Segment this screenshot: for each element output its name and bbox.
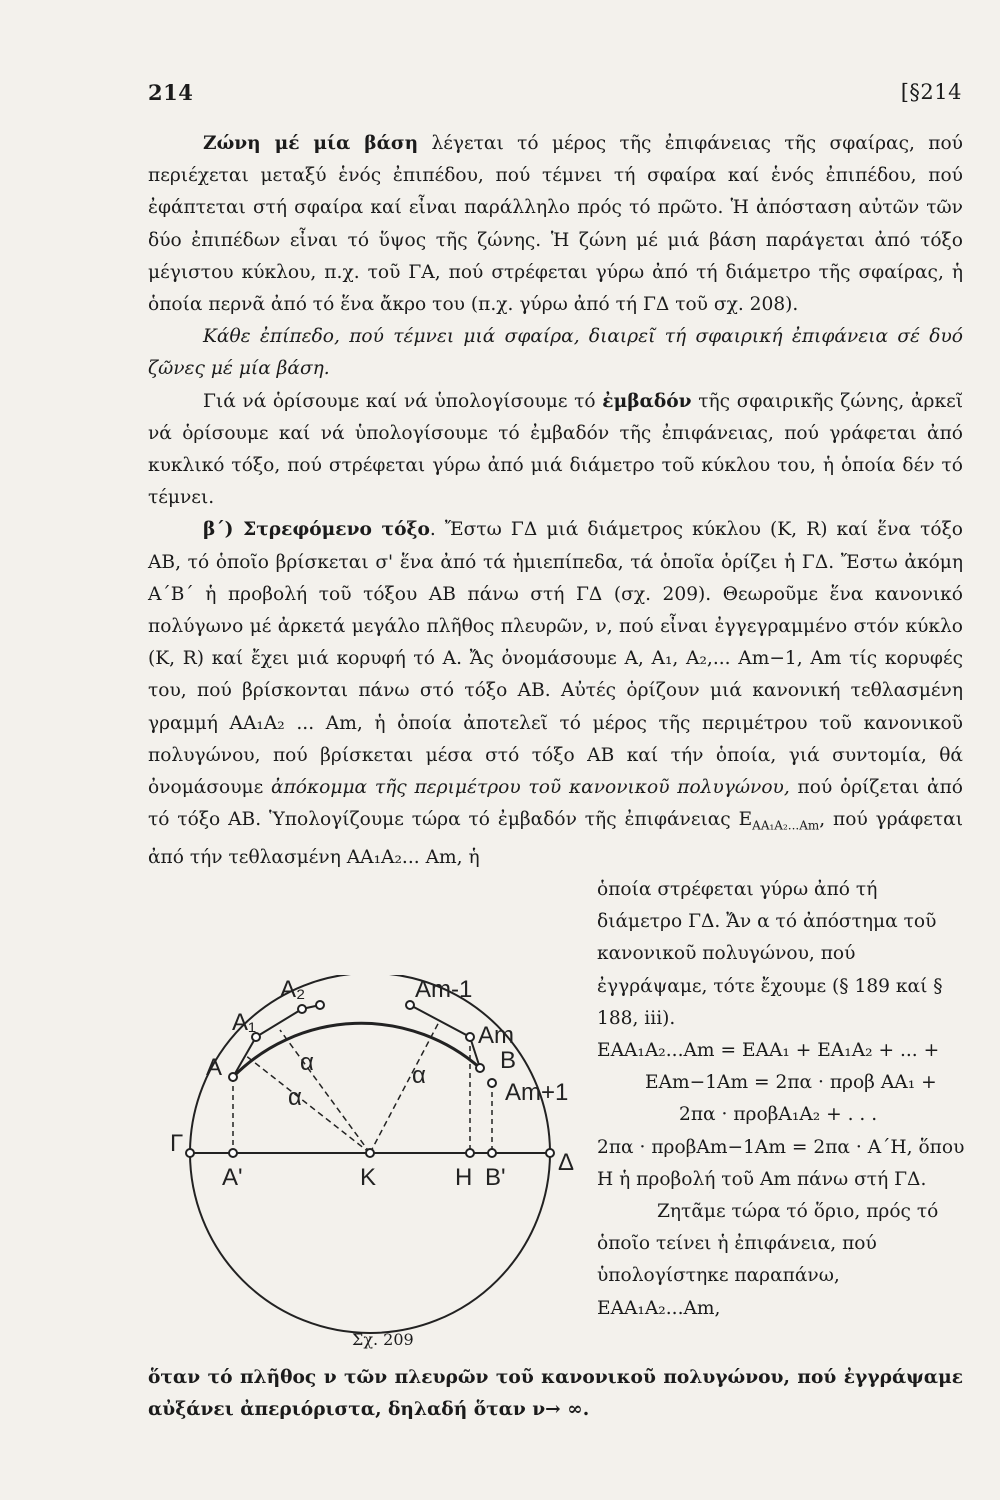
label-G: Γ [170,1130,184,1157]
p3-text-a: Γιά νά ὁρίσουμε καί νά ὑπολογίσουμε τό [203,390,603,412]
page-number: 214 [148,80,194,105]
right-text-2: Ζητᾶμε τώρα τό ὅριο, πρός τό ὁποῖο τείνει ἡ ἐπιφάνεια, πού ὑπολογίστηκε παραπάνω, ΕΑΑ₁Α₂...Αm, [597,1201,939,1319]
p4-italic: ἀπόκομμα τῆς περιμέτρου τοῦ κανονικοῦ πολυγώνου, [271,777,790,799]
p1-text: λέγεται τό μέρος τῆς ἐπιφάνειας τῆς σφαίρας, πού περιέχεται μεταξύ ἑνός ἐπιπέδου, πού τέμνει τή σφαίρα καί ἑνός ἐπιπέδου, πού ἐφάπτεται στή σφαίρα καί εἶναι παράλληλο πρός τό πρῶτο. Ἡ ἀπόσταση αὐτῶν τῶν δύο ἐπιπέδων εἶναι τό ὕψος τῆς ζώνης. Ἡ ζώνη μέ μιά βάση παράγεται ἀπό τόξο μέγιστου κύκλου, π.χ. τοῦ ΓΑ, πού στρέφεται γύρω ἀπό τή διάμετρο τῆς σφαίρας, ἡ ὁποία περνᾶ ἀπό τό ἕνα ἄκρο του (π.χ. γύρω ἀπό τή ΓΔ τοῦ σχ. 208). [148,133,963,316]
equation-3: 2πα · προβΑ₁Α₂ + . . . [679,1104,878,1126]
bottom-text [148,1362,963,1426]
label-a3: α [288,1084,302,1111]
right-text-1: ὁποία στρέφεται γύρω ἀπό τή διάμετρο ΓΔ. Ἄν α τό ἀπόστημα τοῦ κανονικοῦ πολυγώνου, πού ἐγγράψαμε, τότε ἔχουμε (§ 189 καί § 188, iii). [597,879,943,1029]
paragraph-rotating-arc [148,514,963,874]
figure-209 [160,975,600,1340]
label-B: B [500,1047,517,1074]
figure-caption: Σχ. 209 [352,1330,414,1349]
label-Am: Am [478,1022,514,1049]
paragraph-theorem: Κάθε ἐπίπεδο, πού τέμνει μιά σφαίρα, διαιρεῖ τή σφαιρική ἐπιφάνεια σέ δυό ζῶνες μέ μία βάση. [148,326,963,380]
equation-2: ΕΑm−1Αm = 2πα · προβ ΑΑ₁ + [645,1072,937,1094]
paragraph-area [148,386,963,515]
label-A: A [206,1054,223,1081]
term-rotating-arc: β΄) Στρεφόμενο τόξο [203,519,430,541]
p3-text-b: τῆς σφαιρικῆς ζώνης, ἀρκεῖ νά ὁρίσουμε καί νά ὑπολογίσουμε τό ἐμβαδόν τῆς ἐπιφάνειας, πού γράφεται ἀπό κυκλικό τόξο, πού στρέφεται γύρω ἀπό μιά διάμετρο τοῦ κύκλου του, ἡ ὁποία δέν τό τέμνει. [148,390,963,509]
term-area: ἐμβαδόν [602,390,692,412]
label-Ap: A' [222,1164,243,1191]
term-zone-one-base: Ζώνη μέ μία βάση [203,133,419,154]
main-text [148,128,963,874]
label-a1: α [300,1049,314,1076]
right-column [597,874,967,1325]
label-Am1: Am-1 [415,976,473,1003]
label-Bp: B' [485,1164,506,1191]
p4-text: . Ἔστω ΓΔ μιά διάμετρος κύκλου (Κ, R) καί ἕνα τόξο ΑΒ, τό ὁποῖο βρίσκεται σ' ἕνα ἀπό τά ἡμιεπίπεδα, τά ὁποῖα ὁρίζει ἡ ΓΔ. Ἔστω ἀκόμη Α΄Β΄ ἡ προβολή τοῦ τόξου ΑΒ πάνω στή ΓΔ (σχ. 209). Θεωροῦμε ἕνα κανονικό πολύγωνο μέ ἀρκετά μεγάλο πλῆθος πλευρῶν, ν, πού εἶναι ἐγγεγραμμένο στόν κύκλο (Κ, R) καί ἔχει μιά κορυφή τό Α. Ἄς ὀνομάσουμε Α, Α₁, Α₂,... Αm−1, Αm τίς κορυφές του, πού βρίσκονται πάνω στό τόξο ΑΒ. Αὐτές ὁρίζουν μιά κανονική τεθλασμένη γραμμή ΑΑ₁Α₂ ... Αm, ἡ ὁποία ἀποτελεῖ τό μέρος τῆς περιμέτρου τοῦ κανονικοῦ πολυγώνου, πού βρίσκεται μέσα στό τόξο ΑΒ καί τήν ὁποία, γιά συντομία, θά ὀνομάσουμε [148,519,964,799]
label-a2: α [412,1062,426,1089]
apothem-2 [370,1020,440,1153]
p4-subscript: ΑΑ₁Α₂...Αm [752,818,820,833]
equation-5: Η ἡ προβολή τοῦ Αm πάνω στή ΓΔ. [597,1168,927,1190]
equation-1: ΕΑΑ₁Α₂...Αm = ΕΑΑ₁ + ΕΑ₁Α₂ + ... + [597,1040,940,1062]
section-ref: [§214 [900,80,962,104]
label-A2: A₂ [280,976,306,1003]
label-A1: A₁ [232,1009,257,1036]
equation-4: 2πα · προβΑm−1Αm = 2πα · Α΄Η, ὅπου [597,1136,965,1158]
label-K: K [360,1164,377,1191]
label-Amp1: Am+1 [505,1079,569,1106]
label-H: H [455,1164,473,1191]
p4-end: πού ὁρίζεται ἀπό τό τόξο ΑΒ. Ὑπολογίζουμε τώρα τό ἐμβαδόν τῆς ἐπιφάνειας Ε [148,777,964,831]
label-D: Δ [558,1149,575,1176]
arc-AB [233,1023,480,1077]
bottom-line: ὅταν τό πλῆθος ν τῶν πλευρῶν τοῦ κανονικοῦ πολυγώνου, πού ἐγγράψαμε αὐξάνει ἀπεριόριστα, δηλαδή ὅταν ν→ ∞. [148,1367,963,1421]
paragraph-zone-definition [148,128,963,321]
p4-tail: , πού γράφεται ἀπό τήν τεθλασμένη ΑΑ₁Α₂... Αm, ἡ [148,809,963,869]
